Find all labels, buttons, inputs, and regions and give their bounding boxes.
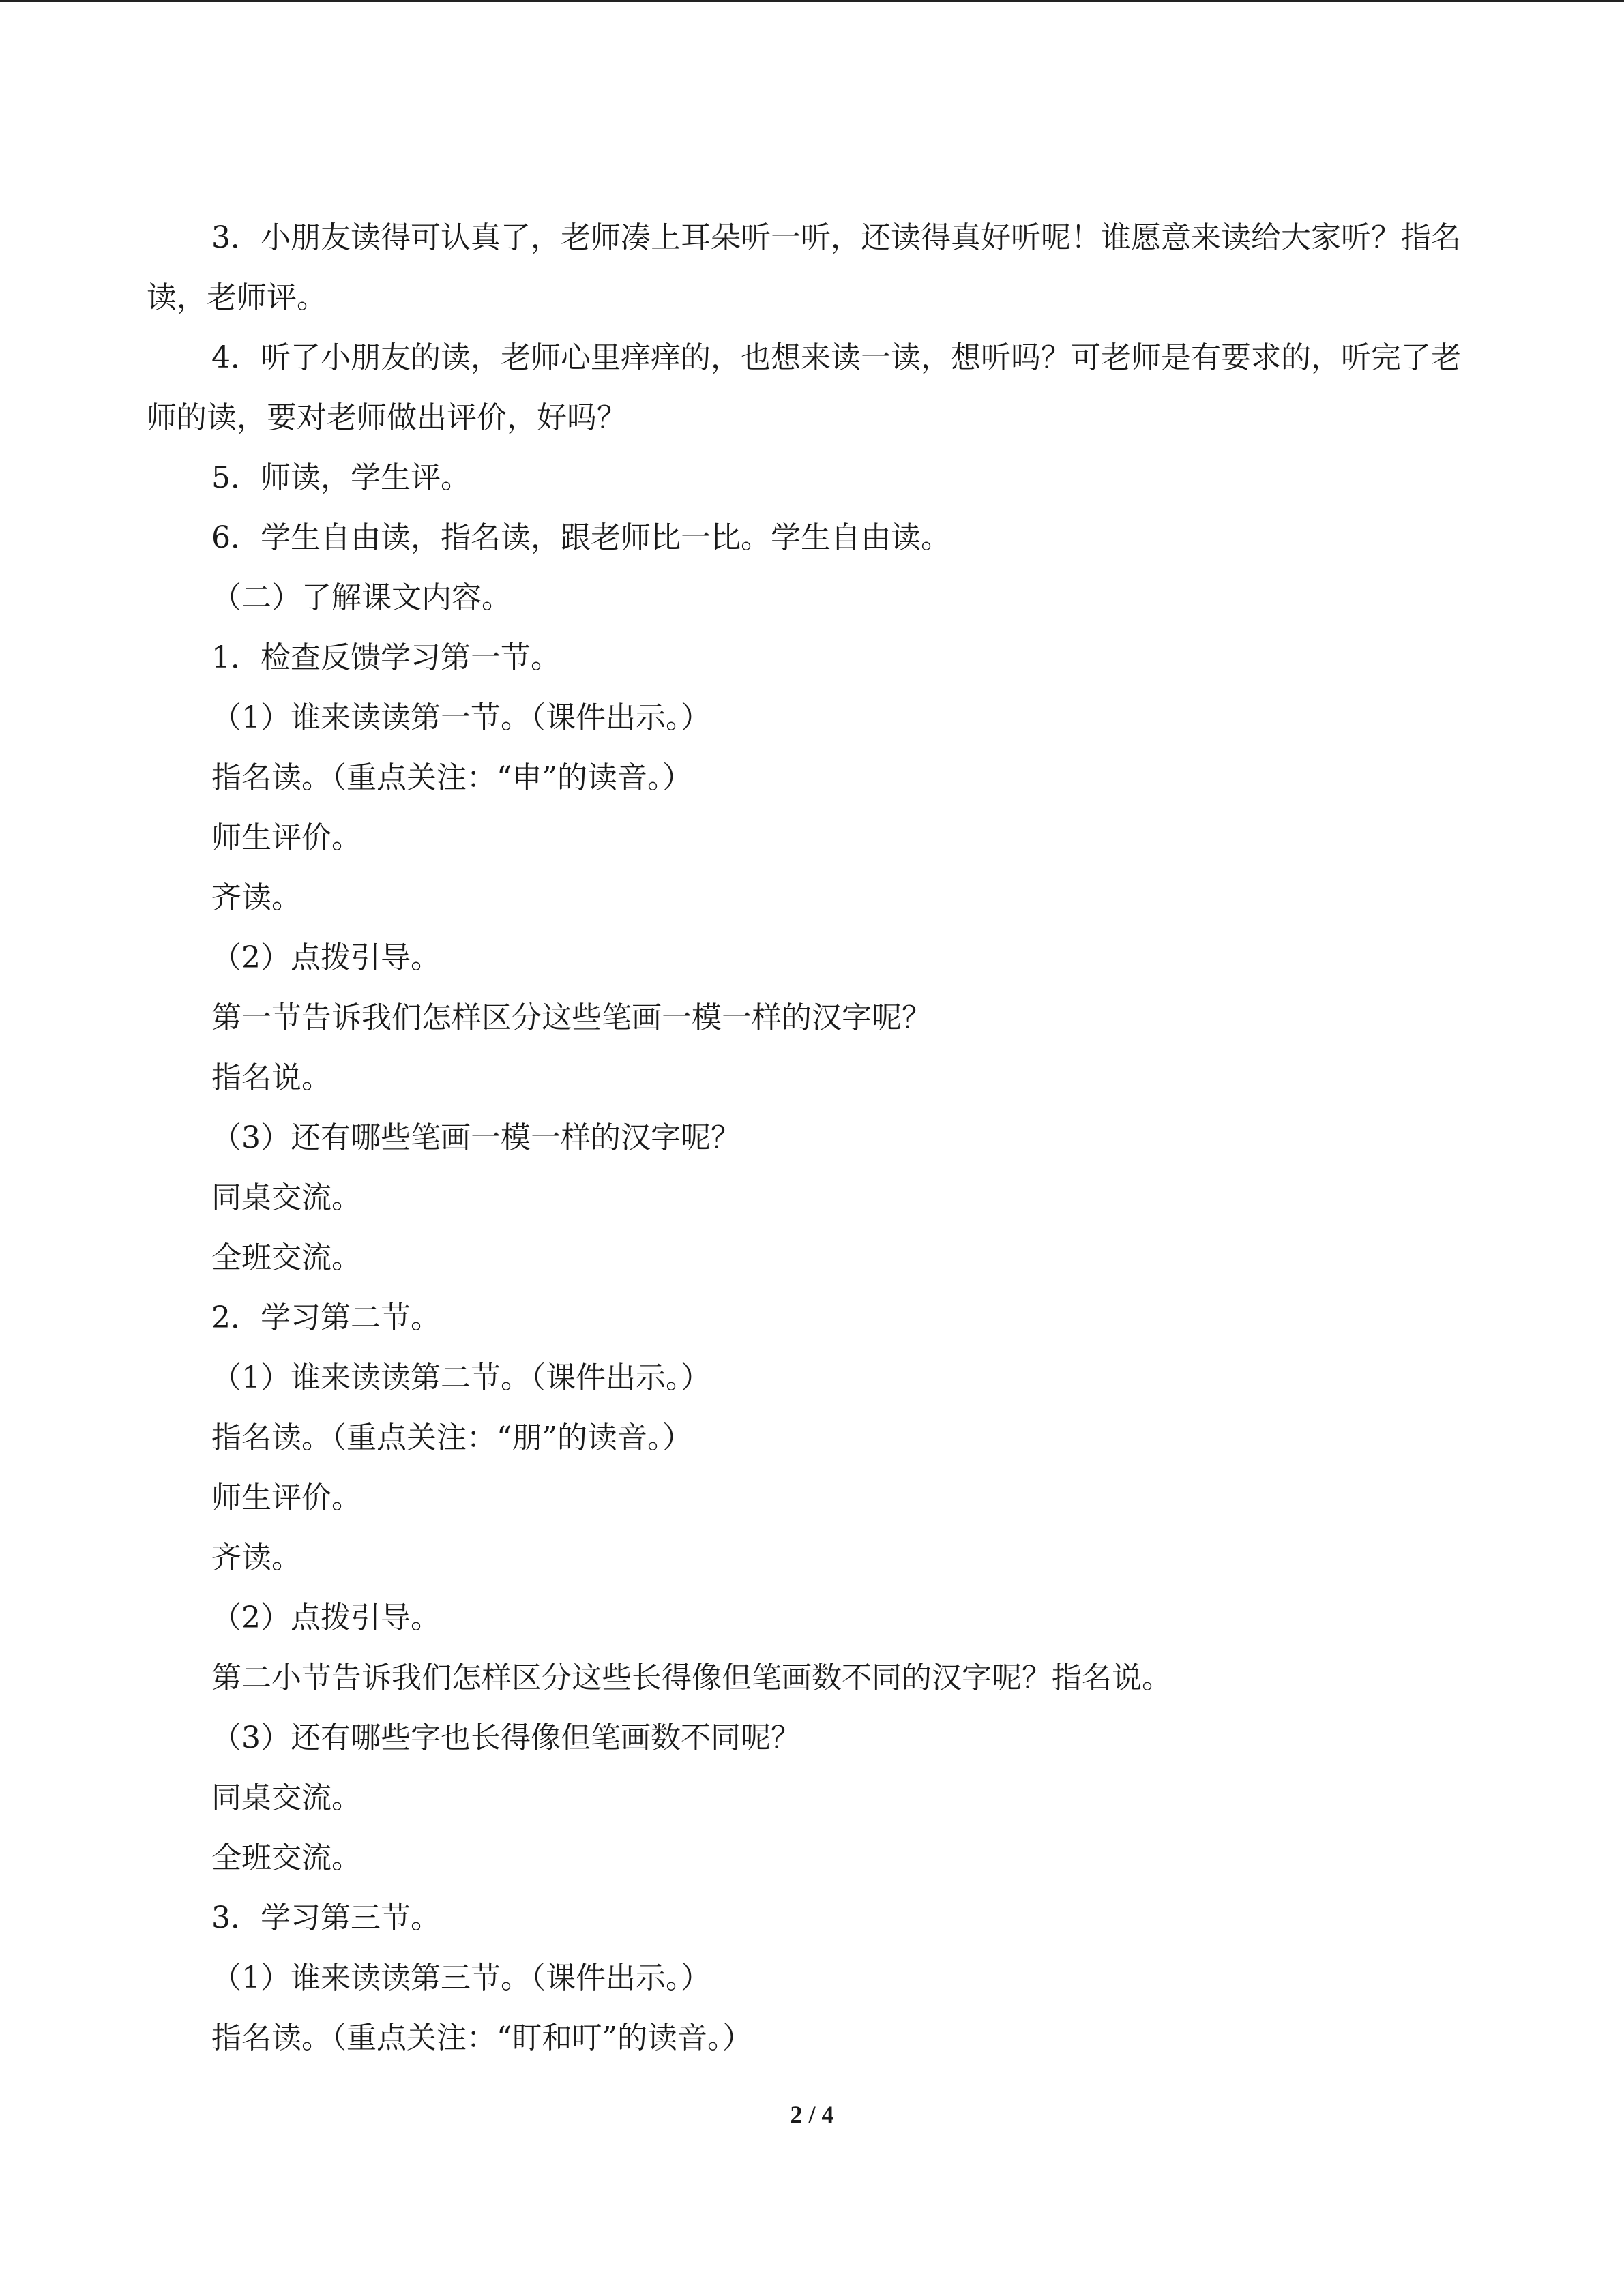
paragraph: 指名说。 <box>211 1060 331 1095</box>
paragraph: 指名读。（重点关注：“朋”的读音。） <box>211 1420 692 1455</box>
paragraph: 指名读。（重点关注：“申”的读音。） <box>211 760 692 795</box>
paragraph: 同桌交流。 <box>211 1180 361 1215</box>
paragraph: 第一节告诉我们怎样区分这些笔画一模一样的汉字呢？ <box>211 1000 932 1035</box>
top-border-line <box>0 0 1624 2</box>
paragraph: 齐读。 <box>211 880 301 915</box>
paragraph: 第二小节告诉我们怎样区分这些长得像但笔画数不同的汉字呢？指名说。 <box>211 1660 1172 1695</box>
paragraph: （2）点拨引导。 <box>211 1600 441 1635</box>
section-heading: （二）了解课文内容。 <box>211 580 512 615</box>
subsection-heading: 1．检查反馈学习第一节。 <box>211 640 561 675</box>
paragraph: （3）还有哪些笔画一模一样的汉字呢？ <box>211 1120 741 1155</box>
paragraph: （3）还有哪些字也长得像但笔画数不同呢？ <box>211 1720 801 1755</box>
subsection-heading: 2．学习第二节。 <box>211 1300 441 1335</box>
paragraph: 指名读。（重点关注：“盯和叮”的读音。） <box>211 2021 752 2055</box>
subsection-heading: 3．学习第三节。 <box>211 1900 441 1935</box>
paragraph: （1）谁来读读第二节。（课件出示。） <box>211 1360 711 1395</box>
paragraph: 齐读。 <box>211 1540 301 1575</box>
document-body <box>147 208 1477 2068</box>
paragraph: 全班交流。 <box>211 1240 361 1275</box>
paragraph: 师生评价。 <box>211 820 361 855</box>
paragraph: （2）点拨引导。 <box>211 940 441 975</box>
paragraph: 师生评价。 <box>211 1480 361 1515</box>
page-number: 2 / 4 <box>790 2101 834 2128</box>
paragraph: 4．听了小朋友的读，老师心里痒痒的，也想来读一读，想听吗？可老师是有要求的，听完了老师的读，要对老师做出评价，好吗？ <box>147 340 1461 435</box>
paragraph: 全班交流。 <box>211 1840 361 1875</box>
paragraph: 6．学生自由读，指名读，跟老师比一比。学生自由读。 <box>211 520 951 555</box>
paragraph: （1）谁来读读第三节。（课件出示。） <box>211 1960 711 1995</box>
paragraph: （1）谁来读读第一节。（课件出示。） <box>211 700 711 735</box>
paragraph: 5．师读，学生评。 <box>211 460 471 495</box>
paragraph: 3．小朋友读得可认真了，老师凑上耳朵听一听，还读得真好听呢！谁愿意来读给大家听？指名读，老师评。 <box>147 220 1461 315</box>
paragraph: 同桌交流。 <box>211 1780 361 1815</box>
